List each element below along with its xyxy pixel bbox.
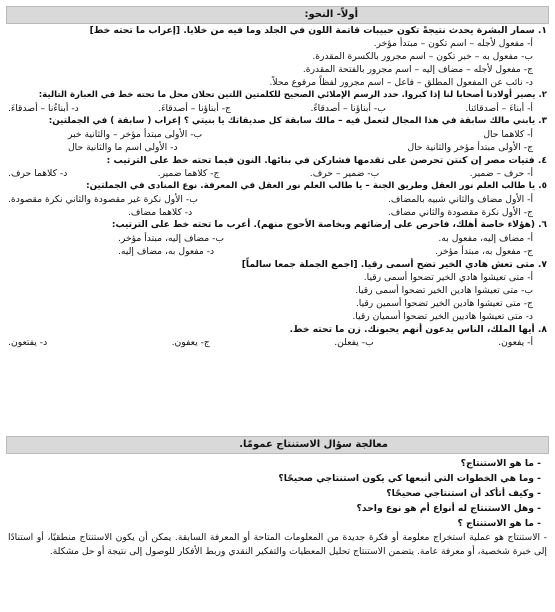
option-3d: د- الأولى اسم ما والثانية حال [68,142,178,153]
option-6c: ج- مفعول به، مبتدأ مؤخر. [435,246,533,257]
option-1d: د- نائب عن المفعول المطلق – فاعل – اسم مجرور لفظاً مرفوع محلاً. [269,77,533,88]
option-3c: ج- الأولى مبتدأ مؤخر والثانية حال [407,142,533,153]
option-5b: ب- الأول نكرة غير مقصودة والثاني نكرة مقصودة. [8,194,198,205]
option-4d: د- كلاهما حرف. [8,168,68,179]
option-4c: ج- كلاهما ضمير. [157,168,220,179]
option-2c: ج- أبناؤنا – أصدقاءَ. [158,103,231,114]
bullet-5: - ما هو الاستنتاج ؟ [457,518,541,529]
option-5d: د- كلاهما مضاف. [128,207,193,218]
option-7c: ج- متى تعيشوا هادين الخير تضحوا أسمين رقيا. [355,298,533,309]
options-row-5a [8,193,547,206]
option-8c: ج- يعفون. [171,337,210,348]
option-6d: د- مفعول به، مضاف إليه. [118,246,215,257]
section-title-inference: معالجة سؤال الاستنتاج عمومًا. [6,436,549,454]
question-5: ٥. يا طالب العلم نور العقل وطريق الجنة – يا طالب العلم نور العقل في المعرفة. نوع المنادى في الجملتين: [86,181,547,191]
question-3: ٣. يابني مالك سابقة في هذا المجال لتعمل فيه – مالك سابقة كل صديقاتك يا بنيتي ؟ إعراب ( سابقة ) في الجملتين: [48,116,547,126]
options-row-2 [8,102,547,115]
answer-paragraph: - الاستنتاج هو عملية استخراج معلومة أو فكرة جديدة من المعلومات المتاحة أو المعرفة السابقة. يمكن أن يكون الاستنتاج منطقيًا، أو استنادًا إلى خبرة شخصية، أو معرفة عامة. يتضمن الاستنتاج تحليل المعطيات والتفكير النقدي وربط الأفكار للوصول إلى نتيجة أو حل مشكلة. [8,532,547,557]
option-8b: ب- يفعلن. [334,337,374,348]
options-row-5b [8,206,547,219]
section-title-grammar: أولاً- النحو: [6,6,549,24]
option-4a: أ- حرف – ضمير. [469,168,533,179]
options-row-6a [8,232,547,245]
option-6b: ب- مضاف إليه، مبتدأ مؤخر. [118,233,225,244]
question-8: ٨. أيها الملك، الناس يدعون أنهم يحبونك. زن ما تحته خط. [289,324,547,335]
question-1: ١. سمار البشرة يحدث نتيجةً تكون حبيبات قاتمة اللون في الجلد وما فيه من خلايا. [إعراب ما تحته خط] [89,25,547,36]
options-row-6b [8,245,547,258]
option-7d: د- متى تعيشوا هاديين الخير تضحوا أسميان رقيا. [352,311,533,322]
option-7b: ب- متى تعيشوا هادين الخير تضحوا أسمى رقيا. [355,285,533,296]
options-row-4 [8,167,547,180]
option-4b: ب- ضمير – حرف. [309,168,380,179]
bullet-4: - وهل الاستنتاج له أنواع أم هو نوع واحد؟ [356,503,541,514]
option-8a: أ- يفعون. [498,337,533,348]
option-2b: ب- أبناؤنا – أصدقاءً. [310,103,386,114]
question-7: ٧. متى تعش هادي الخير تضح أسمى رقيا. [اجمع الجملة جمعا سالماً] [241,259,547,270]
options-row-3b [8,141,547,154]
option-1b: ب- مفعول به – خبر تكون – اسم مجرور بالكسرة المقدرة. [312,51,533,62]
bullet-3: - وكيف أتأكد أن استنتاجي صحيحًا؟ [386,488,541,499]
option-5c: ج- الأول نكرة مقصودة والثاني مضاف. [387,207,533,218]
option-5a: أ- الأول مضاف والثاني شبيه بالمضاف. [387,194,533,205]
bullet-2: - وما هي الخطوات التي أتبعها كي يكون استنتاجي صحيحًا؟ [278,473,541,484]
options-row-3a [8,128,547,141]
question-2: ٢. يصير أولادنا أصحابا لنا إذا كبروا. حدد الرسم الإملائي الصحيح للكلمتين اللتين تحلان محل ما تحته خط في العبارة التالية: [38,90,547,100]
grammar-questions [8,24,547,349]
inference-section [8,456,547,558]
bullet-1: - ما هو الاستنتاج؟ [460,458,541,469]
option-3b: ب- الأولى مبتدأ مؤخر – والثانية خبر [68,129,203,140]
option-2d: د- أبناءُنا – أصدقاءَ. [8,103,79,114]
option-1c: ج- مفعول لأجله – مضاف إليه – اسم مجرور بالفتحة المقدرة. [302,64,533,75]
option-2a: أ- أبناءَ – أصدقائنا. [465,103,533,114]
question-6: ٦. (هؤلاء خاصة أهلك، فاحرص على إرضائهم وبخاصة الأحوج منهم). أعرب ما تحته خط على الترتيب: [111,220,547,230]
options-row-8 [8,336,547,349]
question-4: ٤. فتيات مصر إن كنتن تحرصن على تقدمها فشاركن في بنائها. النون فيما تحته خط على الترتيب : [106,155,547,166]
option-3a: أ- كلاهما حال [483,129,533,140]
option-1a: أ- مفعول لأجله – اسم تكون – مبتدأ مؤخر. [373,38,533,49]
option-7a: أ- متى تعيشوا هادي الخير تضحوا أسمى رقيا. [363,272,533,283]
option-8d: د- يفتعون. [8,337,48,348]
option-6a: أ- مضاف إليه، مفعول به. [438,233,533,244]
